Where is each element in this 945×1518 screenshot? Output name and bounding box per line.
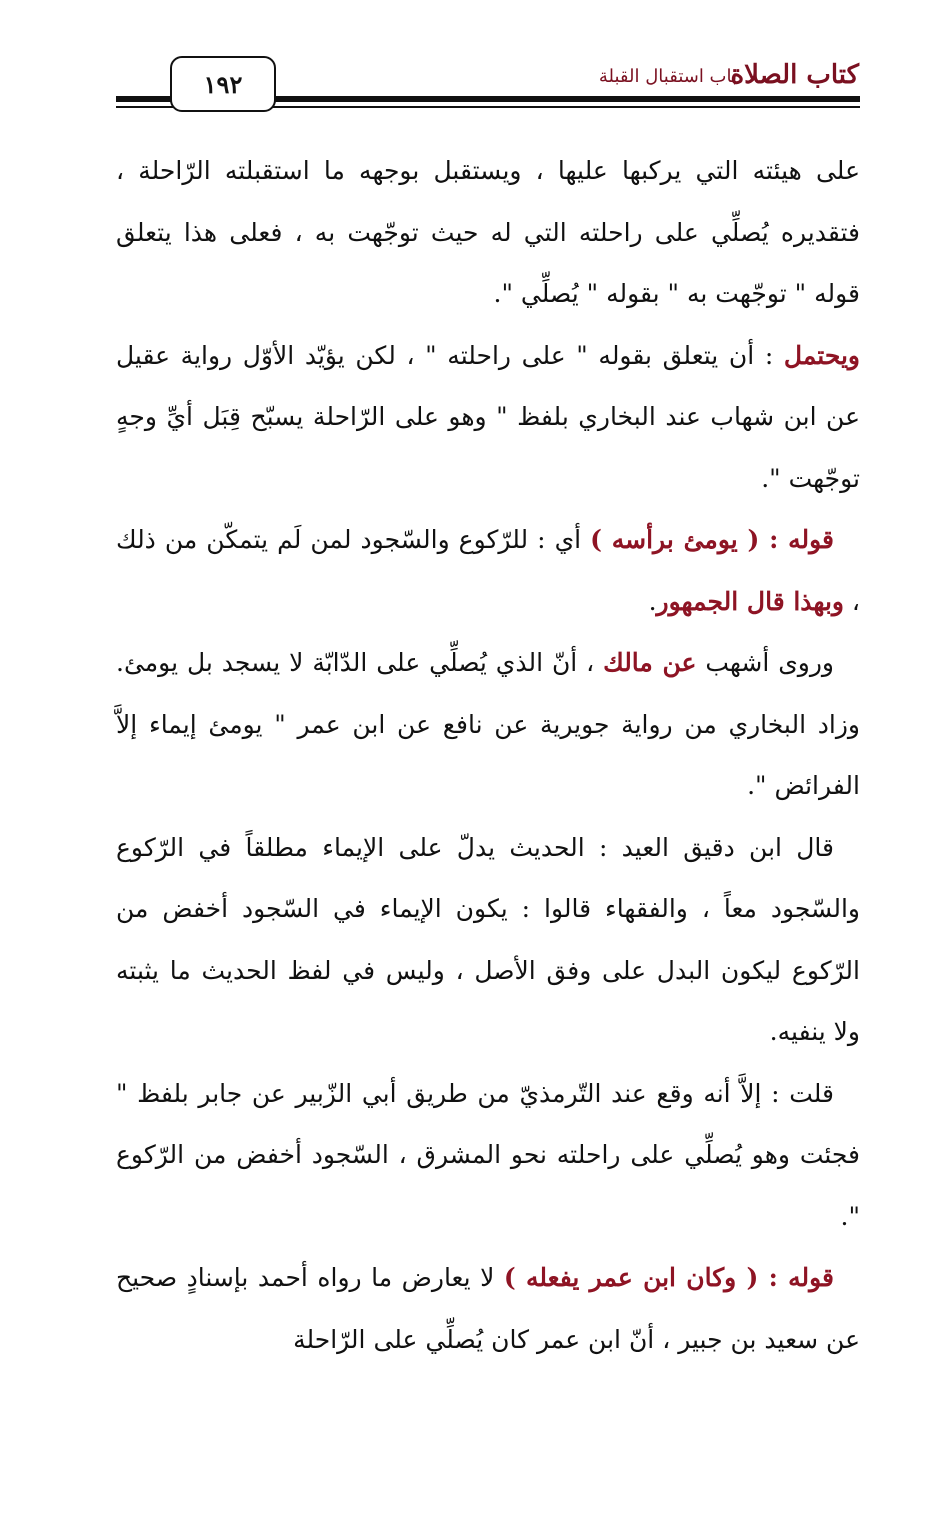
paragraph-4-highlight: عن مالك bbox=[603, 648, 697, 677]
page-body bbox=[116, 140, 860, 1370]
paragraph-4-text-1: وروى أشهب bbox=[696, 648, 834, 677]
page-header bbox=[0, 0, 945, 120]
paragraph-7-text: لا يعارض ما رواه أحمد بإسنادٍ صحيح عن سعيد بن جبير ، أنّ ابن عمر كان يُصلِّي على الرّاحلة bbox=[116, 1263, 860, 1354]
paragraph-3-highlight: وبهذا قال الجمهور bbox=[656, 586, 844, 616]
chapter-title: باب استقبال القبلة bbox=[598, 66, 737, 87]
paragraph-3-lead: قوله : ( يومئ برأسه ) bbox=[590, 525, 834, 554]
paragraph-4-text-2: ، أنّ الذي يُصلِّي على الدّابّة لا يسجد بل يومئ. وزاد البخاري من رواية جويرية عن نافع عن ابن عمر " يومئ إيماء إلاَّ الفرائض ". bbox=[116, 648, 860, 800]
book-title: كتاب الصلاة bbox=[730, 60, 859, 90]
paragraph-6: قلت : إلاَّ أنه وقع عند التّرمذيّ من طريق أبي الزّبير عن جابر بلفظ " فجئت وهو يُصلِّي على راحلته نحو المشرق ، السّجود أخفض من الرّكوع ". bbox=[116, 1078, 860, 1231]
paragraph-2 bbox=[116, 325, 860, 510]
paragraph-7 bbox=[116, 1247, 860, 1370]
paragraph-2-text: : أن يتعلق بقوله " على راحلته " ، لكن يؤيّد الأوّل رواية عقيل عن ابن شهاب عند البخاري بلفظ " وهو على الرّاحلة يسبّح قِبَل أيِّ وجهٍ توجّهت ". bbox=[116, 340, 860, 493]
paragraph-7-lead: قوله : ( وكان ابن عمر يفعله ) bbox=[503, 1263, 835, 1292]
paragraph-3-end: . bbox=[648, 586, 657, 616]
paragraph-2-lead: ويحتمل bbox=[783, 340, 860, 370]
paragraph-1: على هيئته التي يركبها عليها ، ويستقبل بوجهه ما استقبلته الرّاحلة ، فتقديره يُصلِّي على راحلته التي له حيث توجّهت به ، فعلى هذا يتعلق قوله " توجّهت به " بقوله " يُصلِّي ". bbox=[116, 156, 860, 308]
paragraph-5: قال ابن دقيق العيد : الحديث يدلّ على الإيماء مطلقاً في الرّكوع والسّجود معاً ، والفقهاء قالوا : يكون الإيماء في السّجود أخفض من الرّكوع ليكون البدل على وفق الأصل ، وليس في لفظ الحديث ما يثبته ولا ينفيه. bbox=[116, 832, 860, 1046]
paragraph-3-text: أي : للرّكوع والسّجود لمن لَم يتمكّن من ذلك ، bbox=[116, 525, 860, 616]
paragraph-3 bbox=[116, 509, 860, 632]
paragraph-4 bbox=[116, 632, 860, 817]
page-number: ١٩٢ bbox=[170, 56, 276, 112]
